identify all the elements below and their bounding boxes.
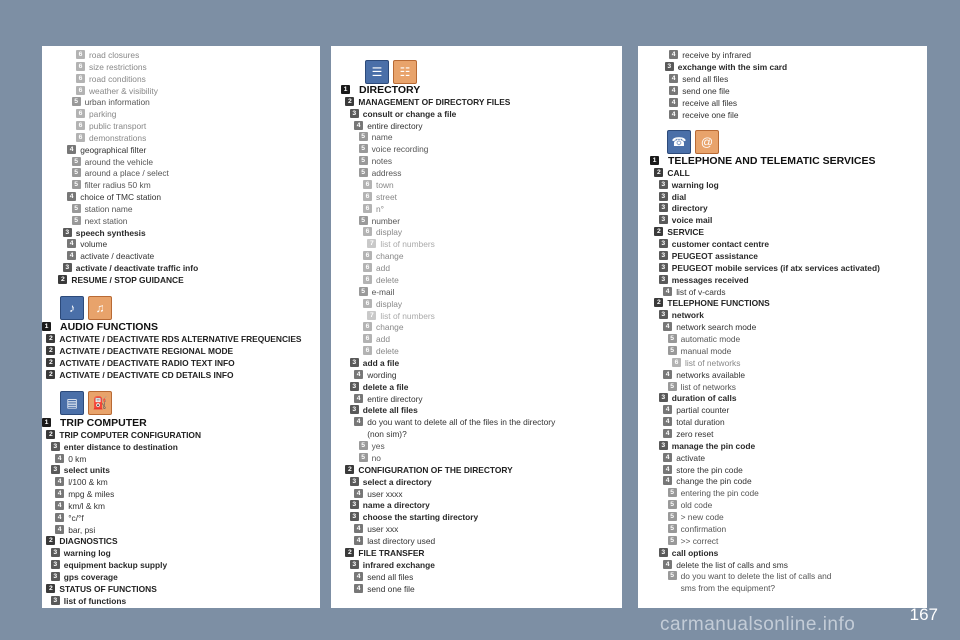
level-badge: 3 <box>51 442 60 451</box>
level-badge: 6 <box>672 358 681 367</box>
menu-item-label: activate <box>676 452 706 463</box>
level-badge: 3 <box>63 263 72 272</box>
level-badge: 5 <box>359 144 368 153</box>
level-badge: 2 <box>345 465 354 474</box>
level-badge: 3 <box>665 62 674 71</box>
menu-item-label: no <box>371 452 381 463</box>
level-badge: 5 <box>668 524 677 533</box>
menu-item-label: wording <box>367 369 397 380</box>
level-badge: 4 <box>663 417 672 426</box>
menu-item-label: RESUME / STOP GUIDANCE <box>71 274 184 285</box>
menu-item-label: user xxx <box>367 524 399 535</box>
fuel-icon: ⛽ <box>88 391 112 415</box>
menu-item-label: around the vehicle <box>84 156 154 167</box>
menu-item-label: warning log <box>671 179 719 190</box>
level-badge: 3 <box>51 560 60 569</box>
menu-item-label: display <box>376 298 403 309</box>
menu-item-label: urban information <box>84 97 150 108</box>
menu-item-label: notes <box>371 156 393 167</box>
menu-item-label: bar, psi <box>68 524 96 535</box>
menu-item-label: automatic mode <box>680 334 741 345</box>
menu-item-label: display <box>376 227 403 238</box>
menu-item-label: ACTIVATE / DEACTIVATE RADIO TEXT INFO <box>59 358 235 368</box>
menu-item-label: voice mail <box>671 215 713 226</box>
menu-item-label: last directory used <box>367 536 436 547</box>
level-badge: 5 <box>72 204 81 213</box>
level-badge: 4 <box>55 525 64 534</box>
menu-item-label: AUDIO FUNCTIONS <box>60 321 158 333</box>
menu-item-label: km/l & km <box>68 500 105 511</box>
level-badge: 3 <box>51 548 60 557</box>
level-badge: 3 <box>51 572 60 581</box>
audio-icons <box>60 296 112 320</box>
menu-item-label: mpg & miles <box>68 489 115 500</box>
menu-item-label: add a file <box>362 358 400 368</box>
menu-item-label: total duration <box>676 417 725 428</box>
level-badge: 3 <box>659 192 668 201</box>
level-badge: 2 <box>58 275 67 284</box>
level-badge: 5 <box>359 287 368 296</box>
menu-item-label: equipment backup supply <box>63 560 168 571</box>
level-badge: 1 <box>42 418 51 427</box>
level-badge: 5 <box>668 571 677 580</box>
level-badge: 5 <box>359 453 368 462</box>
menu-item-label: sms from the equipment? <box>680 583 776 594</box>
level-badge: 2 <box>46 536 55 545</box>
menu-item-label: 0 km <box>68 453 87 464</box>
menu-item-label: MANAGEMENT OF DIRECTORY FILES <box>358 96 511 107</box>
menu-item-label: network <box>671 310 704 321</box>
menu-item-label: voice recording <box>371 144 429 155</box>
level-badge: 6 <box>363 346 372 355</box>
menu-item-label: next station <box>84 215 128 226</box>
menu-item-label: change <box>376 251 404 262</box>
level-badge: 5 <box>359 216 368 225</box>
menu-item-label: receive one file <box>682 109 739 120</box>
level-badge: 6 <box>76 50 85 59</box>
menu-item-label: confirmation <box>680 523 727 534</box>
menu-item-label: warning log <box>63 548 111 559</box>
level-badge: 5 <box>72 157 81 166</box>
menu-item-label: size restrictions <box>89 61 147 72</box>
menu-item-label: (non sim)? <box>367 429 407 440</box>
notepad-icon: ☷ <box>393 60 417 84</box>
menu-item-label: do you want to delete all of the files in the directory <box>367 417 556 428</box>
menu-item-label: delete <box>376 346 399 357</box>
menu-item-label: directory <box>671 203 708 214</box>
menu-item-label: TELEPHONE FUNCTIONS <box>667 298 770 309</box>
level-badge: 5 <box>668 382 677 391</box>
menu-item-label: networks available <box>676 369 746 380</box>
level-badge: 3 <box>51 596 60 605</box>
level-badge: 4 <box>354 417 363 426</box>
level-badge: 4 <box>669 86 678 95</box>
trip-icons <box>60 391 112 415</box>
menu-item-label: speech synthesis <box>75 227 146 238</box>
menu-item-label: around a place / select <box>84 168 169 179</box>
level-badge: 3 <box>659 548 668 557</box>
menu-item-label: list of networks <box>685 357 741 368</box>
level-badge: 4 <box>669 98 678 107</box>
menu-item-label: call options <box>671 547 719 558</box>
level-badge: 6 <box>363 263 372 272</box>
level-badge: 5 <box>359 132 368 141</box>
right-panel <box>638 46 927 608</box>
level-badge: 3 <box>659 441 668 450</box>
menu-item-label: add <box>376 334 390 345</box>
level-badge: 3 <box>659 251 668 260</box>
level-badge: 3 <box>350 109 359 118</box>
menu-item-label: network search mode <box>676 322 757 333</box>
phonebook-icon: ☰ <box>365 60 389 84</box>
level-badge: 4 <box>67 145 76 154</box>
level-badge: 1 <box>42 322 51 331</box>
level-badge: 3 <box>659 310 668 319</box>
menu-item-label: store the pin code <box>676 464 743 475</box>
menu-item-label: gps coverage <box>63 571 118 582</box>
level-badge: 4 <box>663 287 672 296</box>
level-badge: 6 <box>76 86 85 95</box>
menu-item-label: dial <box>671 191 687 202</box>
level-badge: 4 <box>663 405 672 414</box>
level-badge: 5 <box>72 180 81 189</box>
menu-item-label: demonstrations <box>89 132 147 143</box>
menu-item-label: DIAGNOSTICS <box>59 536 118 547</box>
level-badge: 5 <box>668 536 677 545</box>
menu-item-label: change <box>376 322 404 333</box>
level-badge: 3 <box>350 405 359 414</box>
level-badge: 4 <box>354 394 363 403</box>
menu-item-label: list of functions <box>63 595 127 606</box>
level-badge: 4 <box>669 74 678 83</box>
level-badge: 6 <box>363 180 372 189</box>
level-badge: 5 <box>668 512 677 521</box>
menu-item-label: volume <box>80 239 108 250</box>
menu-item-label: delete the list of calls and sms <box>676 559 788 570</box>
level-badge: 2 <box>654 298 663 307</box>
level-badge: 5 <box>668 500 677 509</box>
menu-item-label: manage the pin code <box>671 440 756 451</box>
menu-item-label: zero reset <box>676 429 714 439</box>
level-badge: 3 <box>659 203 668 212</box>
level-badge: 2 <box>654 227 663 236</box>
menu-item-label: name <box>371 132 393 143</box>
menu-item-label: l/100 & km <box>68 477 108 488</box>
menu-item-label: road conditions <box>89 73 146 84</box>
menu-item-label: ACTIVATE / DEACTIVATE RDS ALTERNATIVE FREQUENCIES <box>59 334 302 344</box>
level-badge: 2 <box>46 584 55 593</box>
level-badge: 4 <box>354 524 363 533</box>
level-badge: 4 <box>354 584 363 593</box>
level-badge: 2 <box>654 168 663 177</box>
menu-item-label: messages received <box>671 274 749 285</box>
level-badge: 3 <box>659 393 668 402</box>
level-badge: 4 <box>354 121 363 130</box>
level-badge: 2 <box>46 430 55 439</box>
level-badge: 4 <box>663 429 672 438</box>
menu-item-label: number <box>371 215 400 226</box>
level-badge: 4 <box>55 513 64 522</box>
level-badge: 5 <box>668 346 677 355</box>
menu-item-label: receive all files <box>682 97 738 108</box>
level-badge: 4 <box>354 536 363 545</box>
menu-item-label: public transport <box>89 121 147 132</box>
menu-item-label: FILE TRANSFER <box>358 547 425 558</box>
level-badge: 6 <box>363 204 372 213</box>
menu-item-label: send all files <box>367 571 414 582</box>
level-badge: 4 <box>55 501 64 510</box>
level-badge: 3 <box>51 465 60 474</box>
level-badge: 4 <box>663 370 672 379</box>
directory-icons <box>365 60 417 84</box>
level-badge: 5 <box>359 168 368 177</box>
menu-item-label: road closures <box>89 50 140 60</box>
level-badge: 6 <box>76 121 85 130</box>
menu-item-label: DIRECTORY <box>359 84 421 96</box>
telephone-icon: ☎ <box>667 130 691 154</box>
menu-item-label: TELEPHONE AND TELEMATIC SERVICES <box>668 155 876 167</box>
level-badge: 4 <box>663 322 672 331</box>
menu-item-label: choice of TMC station <box>80 192 162 203</box>
level-badge: 4 <box>55 489 64 498</box>
menu-item-label: old code <box>680 500 713 511</box>
menu-item-label: SERVICE <box>667 227 705 238</box>
menu-item-label: CALL <box>667 167 690 178</box>
mobile-icon: @ <box>695 130 719 154</box>
level-badge: 6 <box>363 192 372 201</box>
menu-item-label: STATUS OF FUNCTIONS <box>59 583 157 594</box>
level-badge: 5 <box>72 168 81 177</box>
menu-item-label: station name <box>84 203 133 214</box>
menu-item-label: send one file <box>367 583 415 594</box>
level-badge: 1 <box>341 85 350 94</box>
level-badge: 4 <box>354 370 363 379</box>
level-badge: 6 <box>363 227 372 236</box>
menu-item-label: enter distance to destination <box>63 441 178 452</box>
menu-item-label: delete all files <box>362 405 418 416</box>
menu-item-label: activate / deactivate <box>80 251 155 262</box>
menu-item-label: list of networks <box>680 381 736 392</box>
telephone-icons <box>667 130 719 154</box>
menu-item-label: e-mail <box>371 286 395 297</box>
menu-item-label: list of v-cards <box>676 286 726 297</box>
level-badge: 4 <box>663 465 672 474</box>
level-badge: 3 <box>350 358 359 367</box>
level-badge: 5 <box>72 216 81 225</box>
menu-item-label: >> correct <box>680 535 719 546</box>
menu-item-label: yes <box>371 441 385 452</box>
page-number: 167 <box>909 605 938 624</box>
level-badge: 4 <box>67 239 76 248</box>
menu-item-label: infrared exchange <box>362 559 435 570</box>
menu-item-label: activate / deactivate traffic info <box>75 263 199 274</box>
level-badge: 4 <box>67 251 76 260</box>
level-badge: 5 <box>668 488 677 497</box>
menu-item-label: name a directory <box>362 500 430 511</box>
menu-item-label: entering the pin code <box>680 488 759 499</box>
level-badge: 2 <box>46 346 55 355</box>
menu-item-label: filter radius 50 km <box>84 180 151 191</box>
level-badge: 2 <box>46 370 55 379</box>
music-icon: ♫ <box>88 296 112 320</box>
level-badge: 2 <box>345 548 354 557</box>
menu-item-label: duration of calls <box>671 393 737 404</box>
menu-item-label: address <box>371 168 402 179</box>
level-badge: 4 <box>663 560 672 569</box>
level-badge: 5 <box>668 334 677 343</box>
level-badge: 1 <box>650 156 659 165</box>
menu-item-label: ACTIVATE / DEACTIVATE REGIONAL MODE <box>59 346 234 356</box>
level-badge: 3 <box>659 215 668 224</box>
menu-item-label: delete a file <box>362 381 409 392</box>
menu-item-label: entire directory <box>367 393 423 404</box>
level-badge: 3 <box>350 512 359 521</box>
level-badge: 4 <box>663 476 672 485</box>
level-badge: 3 <box>659 239 668 248</box>
menu-item-label: n° <box>376 203 385 214</box>
menu-item-label: partial counter <box>676 405 730 416</box>
level-badge: 4 <box>354 572 363 581</box>
level-badge: 6 <box>363 334 372 343</box>
menu-item-label: send one file <box>682 85 730 96</box>
menu-item-label: > new code <box>680 512 724 523</box>
menu-item-label: entire directory <box>367 120 423 131</box>
level-badge: 7 <box>367 239 376 248</box>
menu-item-label: select units <box>63 465 110 476</box>
menu-item-label: PEUGEOT mobile services (if atx services activated) <box>671 262 880 273</box>
menu-item-label: list of numbers <box>380 239 435 250</box>
menu-item-label: street <box>376 191 397 202</box>
level-badge: 4 <box>55 454 64 463</box>
menu-item-label: change the pin code <box>676 476 752 487</box>
radio-icon: ♪ <box>60 296 84 320</box>
left-panel <box>42 46 320 608</box>
level-badge: 5 <box>359 156 368 165</box>
level-badge: 4 <box>669 110 678 119</box>
level-badge: 5 <box>359 441 368 450</box>
menu-item-label: geographical filter <box>80 144 147 155</box>
level-badge: 6 <box>363 251 372 260</box>
menu-item-label: town <box>376 179 394 190</box>
menu-item-label: CONFIGURATION OF THE DIRECTORY <box>358 464 513 475</box>
level-badge: 6 <box>363 299 372 308</box>
menu-item-label: weather & visibility <box>89 85 158 96</box>
watermark: carmanualsonline.info <box>660 614 856 635</box>
menu-item-label: user xxxx <box>367 488 403 499</box>
level-badge: 6 <box>76 133 85 142</box>
menu-item-label: TRIP COMPUTER <box>60 417 147 429</box>
menu-item-label: choose the starting directory <box>362 512 479 523</box>
level-badge: 6 <box>363 322 372 331</box>
level-badge: 2 <box>46 334 55 343</box>
menu-item-label: consult or change a file <box>362 108 457 119</box>
level-badge: 6 <box>76 62 85 71</box>
menu-item-label: °c/°f <box>68 512 84 523</box>
level-badge: 7 <box>367 311 376 320</box>
menu-item-label: send all files <box>682 73 729 84</box>
menu-item-label: add <box>376 263 390 274</box>
level-badge: 4 <box>354 489 363 498</box>
level-badge: 4 <box>67 192 76 201</box>
menu-item-label: manual mode <box>680 345 732 356</box>
menu-item-label: receive by infrared <box>682 50 752 60</box>
menu-item-label: ACTIVATE / DEACTIVATE CD DETAILS INFO <box>59 370 234 380</box>
middle-panel <box>331 46 622 608</box>
menu-item-label: TRIP COMPUTER CONFIGURATION <box>59 429 201 440</box>
menu-item-label: do you want to delete the list of calls and <box>680 571 832 582</box>
menu-item-label: parking <box>89 109 117 120</box>
menu-item-label: PEUGEOT assistance <box>671 250 758 261</box>
level-badge: 3 <box>350 560 359 569</box>
menu-item-label: customer contact centre <box>671 239 770 250</box>
laptop-icon: ▤ <box>60 391 84 415</box>
menu-item-label: select a directory <box>362 476 432 487</box>
level-badge: 6 <box>363 275 372 284</box>
level-badge: 3 <box>659 263 668 272</box>
level-badge: 5 <box>72 97 81 106</box>
level-badge: 6 <box>76 74 85 83</box>
level-badge: 4 <box>55 477 64 486</box>
menu-item-label: list of numbers <box>380 310 435 321</box>
menu-item-label: delete <box>376 274 399 285</box>
level-badge: 2 <box>345 97 354 106</box>
level-badge: 2 <box>46 358 55 367</box>
level-badge: 6 <box>76 109 85 118</box>
level-badge: 4 <box>663 453 672 462</box>
level-badge: 3 <box>659 180 668 189</box>
level-badge: 3 <box>350 477 359 486</box>
level-badge: 3 <box>350 500 359 509</box>
level-badge: 3 <box>350 382 359 391</box>
level-badge: 4 <box>669 50 678 59</box>
level-badge: 3 <box>659 275 668 284</box>
menu-item-label: exchange with the sim card <box>677 61 788 72</box>
level-badge: 3 <box>63 228 72 237</box>
